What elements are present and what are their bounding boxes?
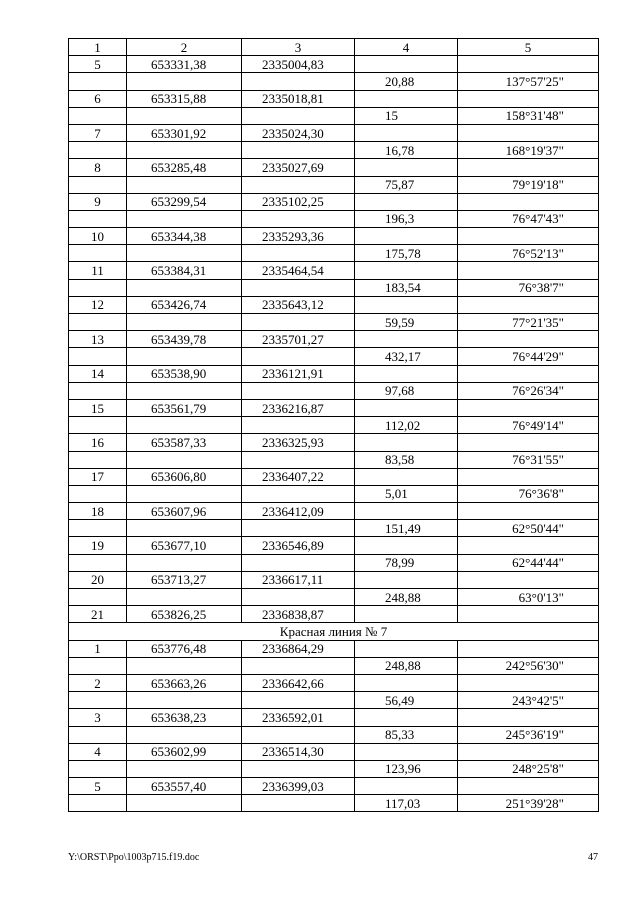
- empty-cell: [458, 296, 599, 313]
- point-number: 7: [69, 124, 127, 141]
- point-number: 5: [69, 778, 127, 795]
- segment-length: 59,59: [355, 314, 458, 331]
- empty-cell: [69, 348, 127, 365]
- segment-row: [69, 726, 599, 743]
- empty-cell: [458, 193, 599, 210]
- point-row: [69, 193, 599, 210]
- empty-cell: [458, 709, 599, 726]
- coord-x: 653587,33: [127, 434, 242, 451]
- segment-length: 112,02: [355, 417, 458, 434]
- empty-cell: [458, 743, 599, 760]
- empty-cell: [69, 107, 127, 124]
- empty-cell: [69, 73, 127, 90]
- empty-cell: [127, 73, 242, 90]
- empty-cell: [69, 485, 127, 502]
- table-body: [69, 39, 599, 812]
- point-row: [69, 159, 599, 176]
- point-number: 8: [69, 159, 127, 176]
- empty-cell: [242, 142, 355, 159]
- segment-length: 248,88: [355, 589, 458, 606]
- header-cell-1: 1: [69, 39, 127, 56]
- empty-cell: [458, 674, 599, 691]
- coord-y: 2336399,03: [242, 778, 355, 795]
- empty-cell: [242, 485, 355, 502]
- segment-length: 78,99: [355, 554, 458, 571]
- empty-cell: [355, 606, 458, 623]
- empty-cell: [69, 176, 127, 193]
- empty-cell: [355, 262, 458, 279]
- segment-row: [69, 107, 599, 124]
- header-cell-4: 4: [355, 39, 458, 56]
- empty-cell: [242, 245, 355, 262]
- point-row: [69, 537, 599, 554]
- empty-cell: [458, 571, 599, 588]
- direction-angle: 76°26'34": [458, 382, 599, 399]
- coord-y: 2335643,12: [242, 296, 355, 313]
- empty-cell: [127, 451, 242, 468]
- direction-angle: 242°56'30": [458, 657, 599, 674]
- empty-cell: [355, 778, 458, 795]
- segment-row: [69, 210, 599, 227]
- point-number: 13: [69, 331, 127, 348]
- empty-cell: [127, 657, 242, 674]
- empty-cell: [458, 159, 599, 176]
- segment-length: 83,58: [355, 451, 458, 468]
- point-number: 2: [69, 674, 127, 691]
- segment-row: [69, 314, 599, 331]
- direction-angle: 168°19'37": [458, 142, 599, 159]
- coord-x: 653426,74: [127, 296, 242, 313]
- coord-y: 2335102,25: [242, 193, 355, 210]
- empty-cell: [355, 434, 458, 451]
- segment-length: 56,49: [355, 692, 458, 709]
- empty-cell: [355, 193, 458, 210]
- empty-cell: [242, 382, 355, 399]
- empty-cell: [242, 726, 355, 743]
- coord-x: 653606,80: [127, 468, 242, 485]
- direction-angle: 76°49'14": [458, 417, 599, 434]
- segment-length: 85,33: [355, 726, 458, 743]
- empty-cell: [458, 434, 599, 451]
- empty-cell: [127, 279, 242, 296]
- empty-cell: [458, 90, 599, 107]
- empty-cell: [69, 589, 127, 606]
- point-number: 16: [69, 434, 127, 451]
- direction-angle: 76°36'8": [458, 485, 599, 502]
- empty-cell: [127, 245, 242, 262]
- coord-y: 2335024,30: [242, 124, 355, 141]
- empty-cell: [458, 56, 599, 73]
- empty-cell: [242, 417, 355, 434]
- empty-cell: [242, 795, 355, 812]
- empty-cell: [127, 589, 242, 606]
- empty-cell: [458, 640, 599, 657]
- empty-cell: [69, 142, 127, 159]
- coord-x: 653344,38: [127, 228, 242, 245]
- empty-cell: [127, 210, 242, 227]
- direction-angle: 251°39'28": [458, 795, 599, 812]
- point-row: [69, 640, 599, 657]
- point-row: [69, 743, 599, 760]
- empty-cell: [458, 228, 599, 245]
- segment-row: [69, 176, 599, 193]
- direction-angle: 76°44'29": [458, 348, 599, 365]
- direction-angle: 243°42'5": [458, 692, 599, 709]
- empty-cell: [355, 503, 458, 520]
- empty-cell: [355, 399, 458, 416]
- point-row: [69, 296, 599, 313]
- point-number: 4: [69, 743, 127, 760]
- empty-cell: [458, 262, 599, 279]
- direction-angle: 76°38'7": [458, 279, 599, 296]
- segment-length: 20,88: [355, 73, 458, 90]
- direction-angle: 245°36'19": [458, 726, 599, 743]
- segment-row: [69, 485, 599, 502]
- empty-cell: [127, 314, 242, 331]
- empty-cell: [355, 331, 458, 348]
- segment-length: 15: [355, 107, 458, 124]
- coord-x: 653439,78: [127, 331, 242, 348]
- segment-length: 183,54: [355, 279, 458, 296]
- coord-y: 2336121,91: [242, 365, 355, 382]
- empty-cell: [69, 554, 127, 571]
- point-row: [69, 331, 599, 348]
- empty-cell: [458, 331, 599, 348]
- empty-cell: [242, 554, 355, 571]
- empty-cell: [127, 142, 242, 159]
- point-number: 18: [69, 503, 127, 520]
- empty-cell: [127, 107, 242, 124]
- point-row: [69, 606, 599, 623]
- direction-angle: 62°50'44": [458, 520, 599, 537]
- empty-cell: [69, 314, 127, 331]
- empty-cell: [242, 657, 355, 674]
- empty-cell: [355, 56, 458, 73]
- coord-x: 653285,48: [127, 159, 242, 176]
- segment-row: [69, 73, 599, 90]
- point-number: 12: [69, 296, 127, 313]
- empty-cell: [127, 692, 242, 709]
- point-row: [69, 571, 599, 588]
- coord-y: 2336514,30: [242, 743, 355, 760]
- empty-cell: [127, 348, 242, 365]
- coord-x: 653301,92: [127, 124, 242, 141]
- point-number: 9: [69, 193, 127, 210]
- empty-cell: [69, 726, 127, 743]
- coord-y: 2336838,87: [242, 606, 355, 623]
- coord-y: 2336407,22: [242, 468, 355, 485]
- empty-cell: [69, 657, 127, 674]
- coord-y: 2336864,29: [242, 640, 355, 657]
- coord-y: 2335018,81: [242, 90, 355, 107]
- point-row: [69, 434, 599, 451]
- coord-x: 653561,79: [127, 399, 242, 416]
- empty-cell: [355, 228, 458, 245]
- section-row: [69, 623, 599, 640]
- coord-y: 2335027,69: [242, 159, 355, 176]
- coord-y: 2336592,01: [242, 709, 355, 726]
- segment-length: 432,17: [355, 348, 458, 365]
- empty-cell: [69, 245, 127, 262]
- coord-x: 653315,88: [127, 90, 242, 107]
- header-cell-5: 5: [458, 39, 599, 56]
- empty-cell: [127, 520, 242, 537]
- coord-x: 653638,23: [127, 709, 242, 726]
- coord-x: 653538,90: [127, 365, 242, 382]
- direction-angle: 76°31'55": [458, 451, 599, 468]
- segment-length: 196,3: [355, 210, 458, 227]
- segment-row: [69, 245, 599, 262]
- point-number: 17: [69, 468, 127, 485]
- coord-y: 2335701,27: [242, 331, 355, 348]
- empty-cell: [127, 795, 242, 812]
- empty-cell: [355, 571, 458, 588]
- point-row: [69, 468, 599, 485]
- direction-angle: 63°0'13": [458, 589, 599, 606]
- empty-cell: [355, 296, 458, 313]
- point-row: [69, 365, 599, 382]
- segment-row: [69, 795, 599, 812]
- coord-x: 653713,27: [127, 571, 242, 588]
- segment-row: [69, 348, 599, 365]
- segment-row: [69, 554, 599, 571]
- coord-y: 2335293,36: [242, 228, 355, 245]
- segment-row: [69, 382, 599, 399]
- empty-cell: [69, 382, 127, 399]
- empty-cell: [458, 124, 599, 141]
- empty-cell: [458, 537, 599, 554]
- segment-length: 16,78: [355, 142, 458, 159]
- empty-cell: [127, 176, 242, 193]
- coord-x: 653602,99: [127, 743, 242, 760]
- direction-angle: 77°21'35": [458, 314, 599, 331]
- footer-file-path: Y:\ORST\Ppo\1003p715.f19.doc: [68, 852, 200, 863]
- direction-angle: 137°57'25": [458, 73, 599, 90]
- segment-row: [69, 692, 599, 709]
- footer-page-number: 47: [588, 852, 598, 863]
- segment-length: 117,03: [355, 795, 458, 812]
- point-row: [69, 262, 599, 279]
- empty-cell: [458, 468, 599, 485]
- empty-cell: [242, 279, 355, 296]
- empty-cell: [458, 503, 599, 520]
- point-row: [69, 709, 599, 726]
- coord-x: 653557,40: [127, 778, 242, 795]
- empty-cell: [127, 554, 242, 571]
- coord-y: 2336642,66: [242, 674, 355, 691]
- segment-row: [69, 142, 599, 159]
- empty-cell: [242, 760, 355, 777]
- header-cell-2: 2: [127, 39, 242, 56]
- empty-cell: [355, 468, 458, 485]
- empty-cell: [69, 795, 127, 812]
- empty-cell: [242, 176, 355, 193]
- empty-cell: [69, 692, 127, 709]
- coord-y: 2335004,83: [242, 56, 355, 73]
- coord-x: 653663,26: [127, 674, 242, 691]
- empty-cell: [127, 382, 242, 399]
- empty-cell: [242, 589, 355, 606]
- segment-length: 248,88: [355, 657, 458, 674]
- coord-y: 2336546,89: [242, 537, 355, 554]
- coordinates-table: [68, 38, 599, 812]
- segment-row: [69, 520, 599, 537]
- empty-cell: [242, 210, 355, 227]
- coord-x: 653607,96: [127, 503, 242, 520]
- empty-cell: [355, 674, 458, 691]
- segment-length: 175,78: [355, 245, 458, 262]
- segment-length: 75,87: [355, 176, 458, 193]
- empty-cell: [458, 365, 599, 382]
- point-row: [69, 56, 599, 73]
- empty-cell: [458, 778, 599, 795]
- point-number: 10: [69, 228, 127, 245]
- point-number: 11: [69, 262, 127, 279]
- point-row: [69, 228, 599, 245]
- empty-cell: [69, 210, 127, 227]
- empty-cell: [355, 124, 458, 141]
- empty-cell: [69, 451, 127, 468]
- empty-cell: [127, 760, 242, 777]
- coord-y: 2336617,11: [242, 571, 355, 588]
- point-number: 21: [69, 606, 127, 623]
- empty-cell: [355, 90, 458, 107]
- coord-y: 2335464,54: [242, 262, 355, 279]
- coord-x: 653826,25: [127, 606, 242, 623]
- direction-angle: 76°47'43": [458, 210, 599, 227]
- empty-cell: [242, 314, 355, 331]
- segment-row: [69, 451, 599, 468]
- empty-cell: [355, 743, 458, 760]
- empty-cell: [355, 537, 458, 554]
- empty-cell: [242, 107, 355, 124]
- header-cell-3: 3: [242, 39, 355, 56]
- segment-length: 5,01: [355, 485, 458, 502]
- empty-cell: [242, 520, 355, 537]
- point-number: 20: [69, 571, 127, 588]
- empty-cell: [355, 365, 458, 382]
- segment-row: [69, 417, 599, 434]
- direction-angle: 158°31'48": [458, 107, 599, 124]
- direction-angle: 62°44'44": [458, 554, 599, 571]
- segment-length: 151,49: [355, 520, 458, 537]
- empty-cell: [458, 606, 599, 623]
- coord-x: 653331,38: [127, 56, 242, 73]
- empty-cell: [127, 485, 242, 502]
- empty-cell: [69, 279, 127, 296]
- empty-cell: [355, 640, 458, 657]
- empty-cell: [127, 726, 242, 743]
- empty-cell: [127, 417, 242, 434]
- empty-cell: [69, 760, 127, 777]
- segment-row: [69, 760, 599, 777]
- empty-cell: [69, 417, 127, 434]
- coord-x: 653776,48: [127, 640, 242, 657]
- point-number: 3: [69, 709, 127, 726]
- point-row: [69, 674, 599, 691]
- section-title: Красная линия № 7: [69, 623, 599, 640]
- point-number: 15: [69, 399, 127, 416]
- empty-cell: [355, 159, 458, 176]
- segment-length: 123,96: [355, 760, 458, 777]
- direction-angle: 76°52'13": [458, 245, 599, 262]
- empty-cell: [242, 451, 355, 468]
- point-number: 19: [69, 537, 127, 554]
- point-row: [69, 399, 599, 416]
- segment-row: [69, 657, 599, 674]
- point-row: [69, 124, 599, 141]
- point-number: 6: [69, 90, 127, 107]
- coord-y: 2336412,09: [242, 503, 355, 520]
- point-row: [69, 503, 599, 520]
- point-number: 14: [69, 365, 127, 382]
- empty-cell: [355, 709, 458, 726]
- coord-x: 653384,31: [127, 262, 242, 279]
- empty-cell: [458, 399, 599, 416]
- direction-angle: 248°25'8": [458, 760, 599, 777]
- header-row: [69, 39, 599, 56]
- point-row: [69, 90, 599, 107]
- point-row: [69, 778, 599, 795]
- coord-y: 2336216,87: [242, 399, 355, 416]
- point-number: 1: [69, 640, 127, 657]
- segment-row: [69, 589, 599, 606]
- empty-cell: [69, 520, 127, 537]
- empty-cell: [242, 692, 355, 709]
- point-number: 5: [69, 56, 127, 73]
- segment-row: [69, 279, 599, 296]
- direction-angle: 79°19'18": [458, 176, 599, 193]
- coord-x: 653299,54: [127, 193, 242, 210]
- segment-length: 97,68: [355, 382, 458, 399]
- empty-cell: [242, 348, 355, 365]
- empty-cell: [242, 73, 355, 90]
- coord-y: 2336325,93: [242, 434, 355, 451]
- coord-x: 653677,10: [127, 537, 242, 554]
